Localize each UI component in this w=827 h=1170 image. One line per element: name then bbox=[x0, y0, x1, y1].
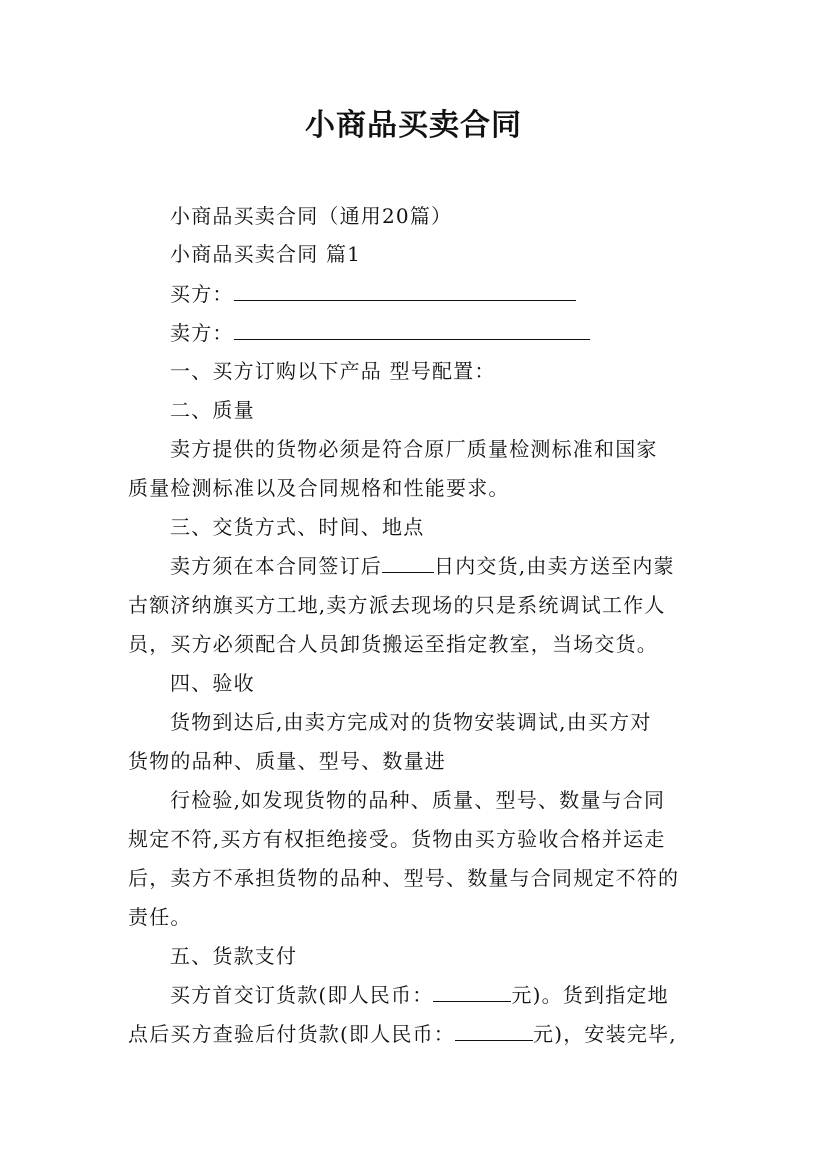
quality-paragraph-line-1: 卖方提供的货物必须是符合原厂质量检测标准和国家 bbox=[170, 437, 658, 461]
payment-amount-blank bbox=[455, 1022, 533, 1041]
payment-text-c: 点后买方查验后付货款(即人民币： bbox=[128, 1022, 456, 1046]
delivery-days-blank bbox=[382, 554, 434, 573]
acceptance-paragraph-line-1: 货物到达后,由卖方完成对的货物安装调试,由买方对 bbox=[170, 710, 652, 734]
quality-paragraph-line-2: 质量检测标准以及合同规格和性能要求。 bbox=[128, 476, 510, 500]
payment-paragraph-line-2 bbox=[128, 1018, 708, 1047]
acceptance-paragraph-line-2: 货物的品种、质量、型号、数量进 bbox=[128, 749, 446, 773]
payment-text-a: 买方首交订货款(即人民币： bbox=[170, 983, 434, 1007]
clause-4-heading: 四、验收 bbox=[170, 671, 255, 695]
acceptance-paragraph-line-5: 后，卖方不承担货物的品种、型号、数量与合同规定不符的 bbox=[128, 866, 680, 890]
payment-paragraph-line-1 bbox=[170, 979, 750, 1008]
clause-3-heading: 三、交货方式、时间、地点 bbox=[170, 515, 425, 539]
deposit-amount-blank bbox=[433, 983, 511, 1002]
delivery-text-b: 日内交货,由卖方送至内蒙 bbox=[434, 554, 675, 578]
buyer-label: 买方： bbox=[170, 282, 234, 306]
delivery-text-a: 卖方须在本合同签订后 bbox=[170, 554, 382, 578]
seller-line bbox=[170, 317, 750, 346]
payment-text-d: 元)，安装完毕, bbox=[533, 1022, 677, 1046]
clause-2-heading: 二、质量 bbox=[170, 398, 255, 422]
delivery-paragraph-line-1 bbox=[170, 550, 750, 579]
payment-text-b: 元)。货到指定地 bbox=[511, 983, 669, 1007]
section-title: 小商品买卖合同 篇1 bbox=[170, 242, 362, 266]
delivery-paragraph-line-2: 古额济纳旗买方工地,卖方派去现场的只是系统调试工作人 bbox=[128, 593, 666, 617]
acceptance-paragraph-line-6: 责任。 bbox=[128, 905, 192, 929]
acceptance-paragraph-line-4: 规定不符,买方有权拒绝接受。货物由买方验收合格并运走 bbox=[128, 827, 666, 851]
document-title: 小商品买卖合同 bbox=[305, 108, 522, 143]
delivery-paragraph-line-3: 员，买方必须配合人员卸货搬运至指定教室，当场交货。 bbox=[128, 632, 658, 656]
seller-label: 卖方： bbox=[170, 321, 234, 345]
clause-1-heading: 一、买方订购以下产品 型号配置： bbox=[170, 359, 496, 383]
buyer-blank bbox=[234, 282, 576, 301]
clause-5-heading: 五、货款支付 bbox=[170, 944, 298, 968]
buyer-line bbox=[170, 278, 750, 307]
seller-blank bbox=[234, 321, 590, 340]
acceptance-paragraph-line-3: 行检验,如发现货物的品种、质量、型号、数量与合同 bbox=[170, 788, 666, 812]
document-subtitle: 小商品买卖合同（通用20篇） bbox=[170, 204, 453, 228]
